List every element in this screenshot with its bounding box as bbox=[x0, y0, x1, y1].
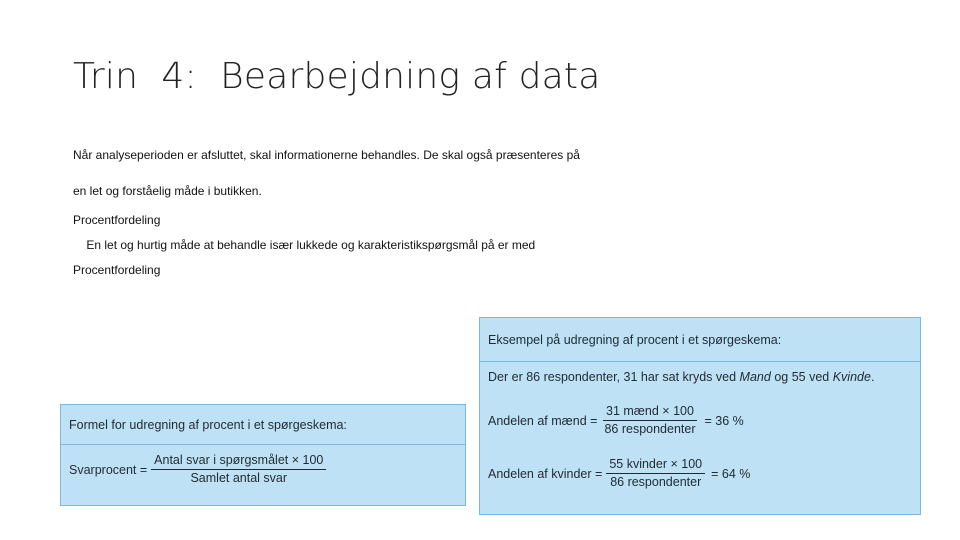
example-intro-end: . bbox=[870, 370, 875, 384]
example-men-row bbox=[488, 404, 746, 437]
example-intro bbox=[488, 370, 874, 384]
paragraph-intro-cont: en let og forståelig måde i butikken. bbox=[73, 184, 262, 198]
slide-title: Trin 4: Bearbejdning af data bbox=[73, 56, 601, 97]
heading-procentfordeling: Procentfordeling bbox=[73, 213, 161, 227]
example-box bbox=[479, 317, 921, 515]
formula-row bbox=[69, 453, 330, 486]
formula-box bbox=[60, 404, 466, 506]
example-intro-prefix: Der er 86 respondenter, 31 har sat kryds ved bbox=[488, 370, 737, 384]
women-denominator: 86 respondenter bbox=[610, 475, 702, 489]
formula-denominator: Samlet antal svar bbox=[190, 471, 288, 485]
example-intro-mid: og 55 ved bbox=[774, 370, 830, 384]
men-result: = 36 % bbox=[704, 413, 744, 428]
example-box-header: Eksempel på udregning af procent i et spørgeskema: bbox=[480, 318, 920, 362]
example-intro-mand: Mand bbox=[739, 370, 771, 384]
women-result: = 64 % bbox=[711, 466, 751, 481]
paragraph-intro: Når analyseperioden er afsluttet, skal informationerne behandles. De skal også præsenteres på bbox=[73, 148, 580, 162]
formula-lhs: Svarprocent = bbox=[69, 462, 148, 477]
paragraph-procentfordeling: Procentfordeling bbox=[73, 263, 161, 277]
example-women-row bbox=[488, 457, 752, 490]
men-denominator: 86 respondenter bbox=[604, 422, 696, 436]
women-fraction bbox=[606, 457, 705, 490]
example-intro-kvinde: Kvinde bbox=[832, 370, 871, 384]
formula-numerator: Antal svar i spørgsmålet × 100 bbox=[151, 453, 326, 470]
formula-box-header: Formel for udregning af procent i et spørgeskema: bbox=[61, 405, 465, 445]
men-lhs: Andelen af mænd = bbox=[488, 413, 598, 428]
men-fraction bbox=[601, 404, 698, 437]
women-numerator: 55 kvinder × 100 bbox=[606, 457, 705, 474]
paragraph-method: En let og hurtig måde at behandle især lukkede og karakteristikspørgsmål på er med bbox=[73, 238, 536, 252]
formula-fraction bbox=[151, 453, 326, 486]
men-numerator: 31 mænd × 100 bbox=[603, 404, 697, 421]
women-lhs: Andelen af kvinder = bbox=[488, 466, 603, 481]
